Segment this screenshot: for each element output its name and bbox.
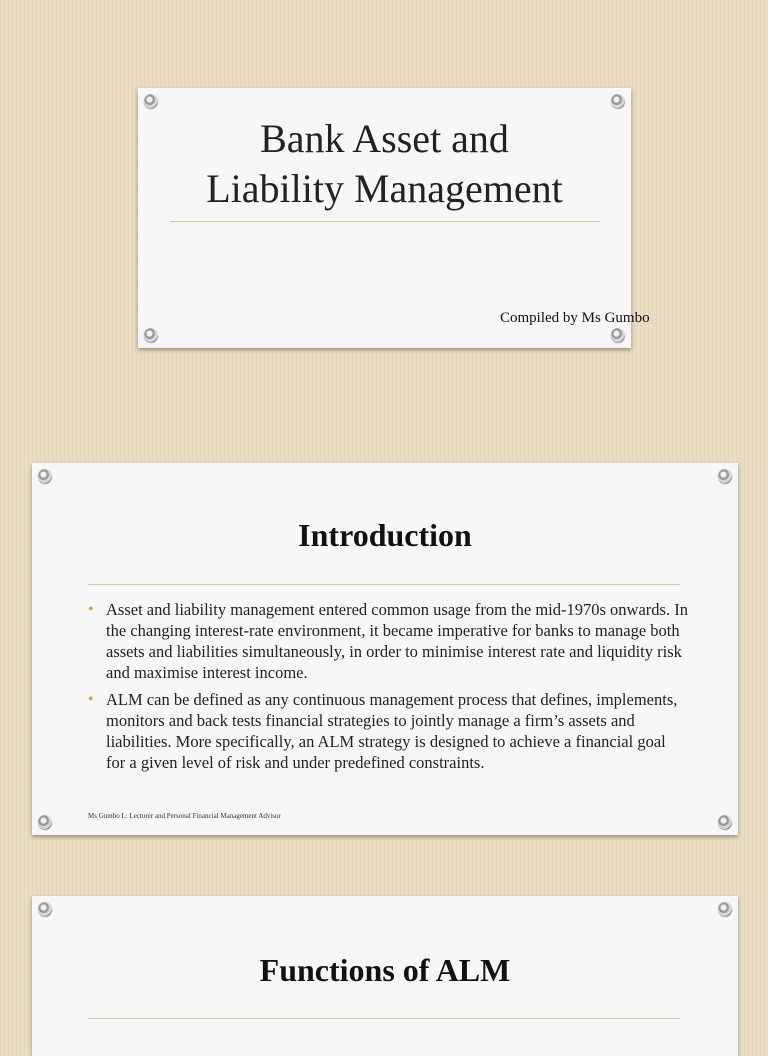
title-line-2: Liability Management (206, 166, 563, 211)
slide-heading: Introduction (298, 517, 472, 553)
introduction-slide (32, 463, 738, 835)
heading-divider (88, 1018, 680, 1019)
push-pin-icon (718, 469, 732, 483)
title-line-1: Bank Asset and (260, 116, 509, 161)
push-pin-icon (718, 815, 732, 829)
push-pin-icon (38, 469, 52, 483)
slide-heading: Functions of ALM (259, 952, 511, 988)
push-pin-icon (611, 328, 625, 342)
bullet-text: Asset and liability management entered common usage from the mid-1970s onwards. In the changing interest-rate environment, it became imperative for banks to manage both assets and liabilities simultaneously, in order to minimise interest rate and liquidity risk and maximise interest income. (106, 600, 688, 682)
presentation-title (138, 114, 631, 214)
author-subtitle: Compiled by Ms Gumbo (500, 310, 650, 326)
push-pin-icon (144, 328, 158, 342)
push-pin-icon (38, 815, 52, 829)
title-slide (138, 88, 650, 348)
bullet-dot-icon: • (88, 691, 94, 708)
push-pin-icon (718, 902, 732, 916)
bullet-list (88, 599, 688, 779)
bullet-text: ALM can be defined as any continuous management process that defines, implements, monitors and back tests financial strategies to jointly manage a firm’s assets and liabilities. More specifically, an ALM strategy is designed to achieve a financial goal for a given level of risk and under predefined constraints. (106, 690, 678, 772)
bullet-item (88, 599, 688, 683)
slide-footer: Ms Gumbo L: Lecturer and Personal Financial Management Advisor (88, 812, 281, 820)
push-pin-icon (611, 94, 625, 108)
bullet-item (88, 689, 688, 773)
title-divider (170, 221, 600, 222)
functions-slide (32, 896, 738, 1056)
push-pin-icon (38, 902, 52, 916)
heading-divider (88, 584, 680, 585)
push-pin-icon (144, 94, 158, 108)
bullet-dot-icon: • (88, 601, 94, 618)
